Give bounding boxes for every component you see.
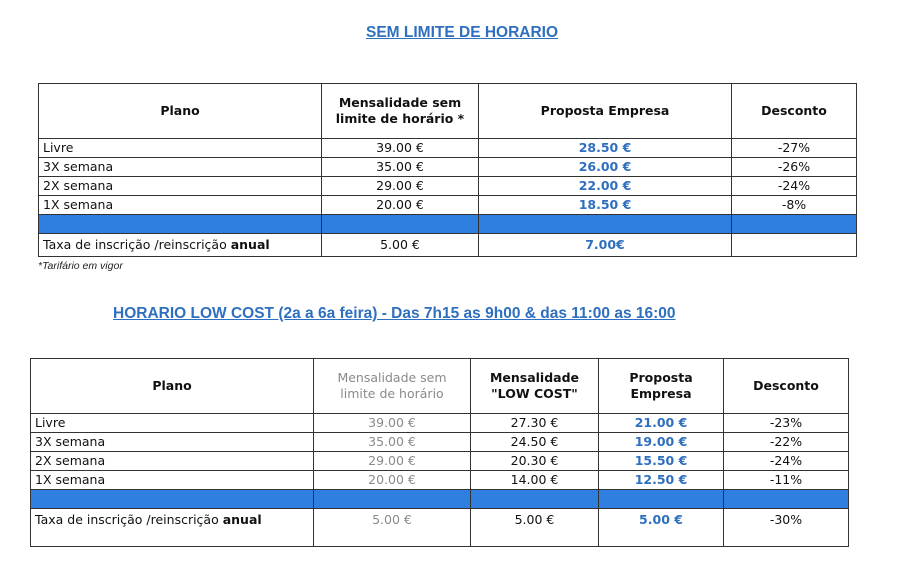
plan-name: 3X semana [39,158,322,177]
table-header-row [31,359,849,414]
plan-name: 3X semana [31,433,314,452]
desconto-value: -23% [724,414,849,433]
plan-name: 1X semana [39,196,322,215]
section-title-low-cost: HORARIO LOW COST (2a a 6a feira) - Das 7h15 as 9h00 & das 11:00 as 16:00 [113,305,676,322]
desconto-value: -24% [732,177,857,196]
fee-label-bold: anual [222,512,262,527]
band-cell [479,215,732,234]
fee-desconto: -30% [724,509,849,547]
mensalidade-value: 35.00 € [322,158,479,177]
desconto-value: -26% [732,158,857,177]
band-cell [322,215,479,234]
fee-desconto [732,234,857,257]
header-mensalidade: Mensalidade sem limite de horário [314,359,471,414]
table-row [39,177,857,196]
band-cell [314,490,471,509]
fee-label-text: Taxa de inscrição /reinscrição [43,237,231,252]
table-row [39,139,857,158]
proposta-value: 12.50 € [599,471,724,490]
lowcost-value: 14.00 € [471,471,599,490]
proposta-value: 15.50 € [599,452,724,471]
mensalidade-value: 35.00 € [314,433,471,452]
band-cell [471,490,599,509]
pricing-table-low-cost [30,358,849,547]
table-row [31,452,849,471]
header-plano: Plano [39,84,322,139]
desconto-value: -24% [724,452,849,471]
proposta-value: 18.50 € [479,196,732,215]
proposta-value: 21.00 € [599,414,724,433]
plan-name: Livre [31,414,314,433]
fee-mensalidade: 5.00 € [314,509,471,547]
mensalidade-value: 29.00 € [314,452,471,471]
table-row [39,158,857,177]
header-proposta: Proposta Empresa [479,84,732,139]
mensalidade-value: 39.00 € [322,139,479,158]
fee-label-bold: anual [230,237,270,252]
mensalidade-value: 20.00 € [322,196,479,215]
proposta-value: 28.50 € [479,139,732,158]
plan-name: 2X semana [39,177,322,196]
band-cell [732,215,857,234]
fee-row [39,234,857,257]
fee-label [39,234,322,257]
band-cell [724,490,849,509]
plan-name: Livre [39,139,322,158]
table-row [31,471,849,490]
tariff-note: *Tarifário em vigor [38,260,123,272]
table-row [31,414,849,433]
fee-proposta: 5.00 € [599,509,724,547]
fee-proposta: 7.00€ [479,234,732,257]
plan-name: 1X semana [31,471,314,490]
blue-separator-row [31,490,849,509]
fee-mensalidade: 5.00 € [322,234,479,257]
plan-name: 2X semana [31,452,314,471]
fee-label-text: Taxa de inscrição /reinscrição [35,512,223,527]
desconto-value: -11% [724,471,849,490]
blue-separator-row [39,215,857,234]
proposta-value: 26.00 € [479,158,732,177]
header-plano: Plano [31,359,314,414]
lowcost-value: 24.50 € [471,433,599,452]
fee-lowcost: 5.00 € [471,509,599,547]
header-desconto: Desconto [724,359,849,414]
desconto-value: -8% [732,196,857,215]
proposta-value: 22.00 € [479,177,732,196]
desconto-value: -27% [732,139,857,158]
desconto-value: -22% [724,433,849,452]
proposta-value: 19.00 € [599,433,724,452]
section-title-sem-limite: SEM LIMITE DE HORARIO [366,24,559,41]
mensalidade-value: 39.00 € [314,414,471,433]
lowcost-value: 20.30 € [471,452,599,471]
header-proposta: Proposta Empresa [599,359,724,414]
header-lowcost: Mensalidade "LOW COST" [471,359,599,414]
mensalidade-value: 29.00 € [322,177,479,196]
fee-row [31,509,849,547]
band-cell [31,490,314,509]
header-desconto: Desconto [732,84,857,139]
pricing-table-sem-limite [38,83,857,257]
table-header-row [39,84,857,139]
table-row [39,196,857,215]
table-row [31,433,849,452]
band-cell [599,490,724,509]
mensalidade-value: 20.00 € [314,471,471,490]
band-cell [39,215,322,234]
header-mensalidade: Mensalidade sem limite de horário * [322,84,479,139]
fee-label [31,509,314,547]
lowcost-value: 27.30 € [471,414,599,433]
